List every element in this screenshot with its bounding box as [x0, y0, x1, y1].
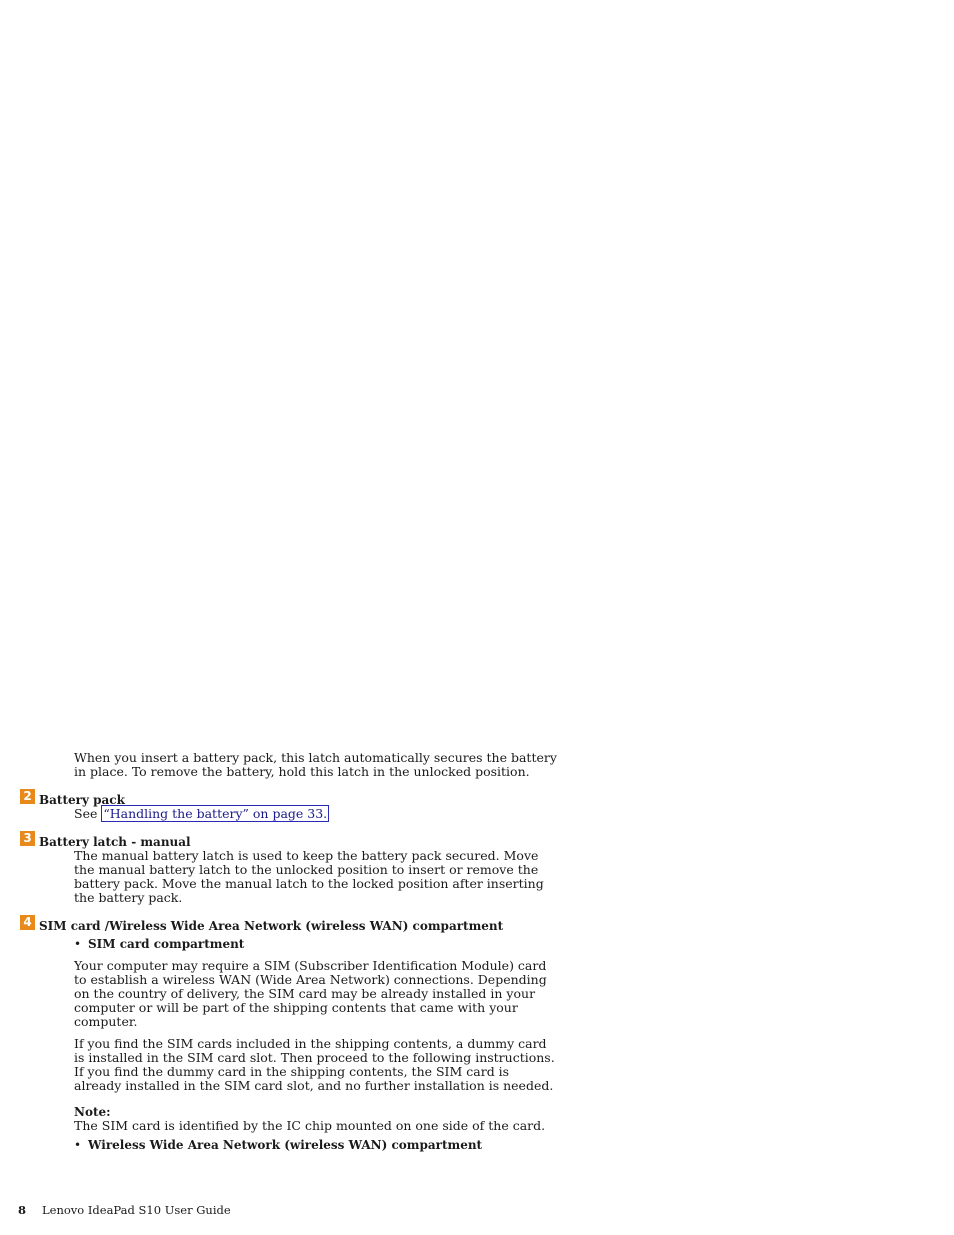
paragraph-line: Your computer may require a SIM (Subscriber Identification Module) card — [74, 958, 547, 973]
paragraph-line: to establish a wireless WAN (Wide Area Network) connections. Depending — [74, 972, 547, 987]
bullet-label: SIM card compartment — [88, 937, 245, 951]
book-title: Lenovo IdeaPad S10 User Guide — [42, 1203, 231, 1217]
intro-line: When you insert a battery pack, this latch automatically secures the battery — [74, 750, 557, 765]
page-number: 8 — [18, 1203, 27, 1217]
bullet-dot: • — [74, 937, 82, 951]
page-footer — [18, 1203, 231, 1217]
paragraph-line: computer. — [74, 1014, 138, 1029]
item-title: Battery latch - manual — [39, 835, 191, 849]
bullet-dot: • — [74, 1138, 82, 1152]
bullet-label: Wireless Wide Area Network (wireless WAN) compartment — [88, 1138, 483, 1152]
battery-latch-description — [74, 848, 544, 905]
paragraph-line: If you find the dummy card in the shipping contents, the SIM card is — [74, 1064, 510, 1079]
bullet-wireless-wan-compartment — [74, 1138, 482, 1152]
paragraph-line: already installed in the SIM card slot, and no further installation is needed. — [74, 1078, 554, 1093]
paragraph-line: is installed in the SIM card slot. Then proceed to the following instructions. — [74, 1050, 555, 1065]
item-title: Battery pack — [39, 793, 125, 807]
bullet-sim-card-compartment — [74, 937, 244, 951]
battery-pack-reference — [74, 807, 504, 821]
callout-number-badge: 4 — [20, 915, 35, 930]
note-label: Note: — [74, 1105, 111, 1119]
sim-card-paragraph-2 — [74, 1036, 555, 1093]
paragraph-line: The manual battery latch is used to keep the battery pack secured. Move — [74, 848, 539, 863]
item-title: SIM card /Wireless Wide Area Network (wireless WAN) compartment — [39, 919, 504, 933]
item-battery-latch-heading — [20, 833, 191, 849]
sim-card-paragraph-1 — [74, 958, 547, 1029]
see-prefix: See — [74, 806, 98, 821]
paragraph-line: on the country of delivery, the SIM card may be already installed in your — [74, 986, 536, 1001]
callout-number-badge: 2 — [20, 789, 35, 804]
intro-paragraph — [74, 750, 557, 779]
note-text: The SIM card is identified by the IC chip mounted on one side of the card. — [74, 1118, 546, 1133]
item-sim-card-heading — [20, 917, 503, 933]
paragraph-line: the battery pack. — [74, 890, 183, 905]
intro-line: in place. To remove the battery, hold this latch in the unlocked position. — [74, 764, 530, 779]
callout-number-badge: 3 — [20, 831, 35, 846]
sim-card-note — [74, 1105, 546, 1133]
paragraph-line: computer or will be part of the shipping contents that came with your — [74, 1000, 518, 1015]
paragraph-line: the manual battery latch to the unlocked position to insert or remove the — [74, 862, 539, 877]
handling-battery-link[interactable]: “Handling the battery” on page 33. — [103, 806, 328, 821]
paragraph-line: battery pack. Move the manual latch to the locked position after inserting — [74, 876, 544, 891]
paragraph-line: If you find the SIM cards included in the shipping contents, a dummy card — [74, 1036, 547, 1051]
